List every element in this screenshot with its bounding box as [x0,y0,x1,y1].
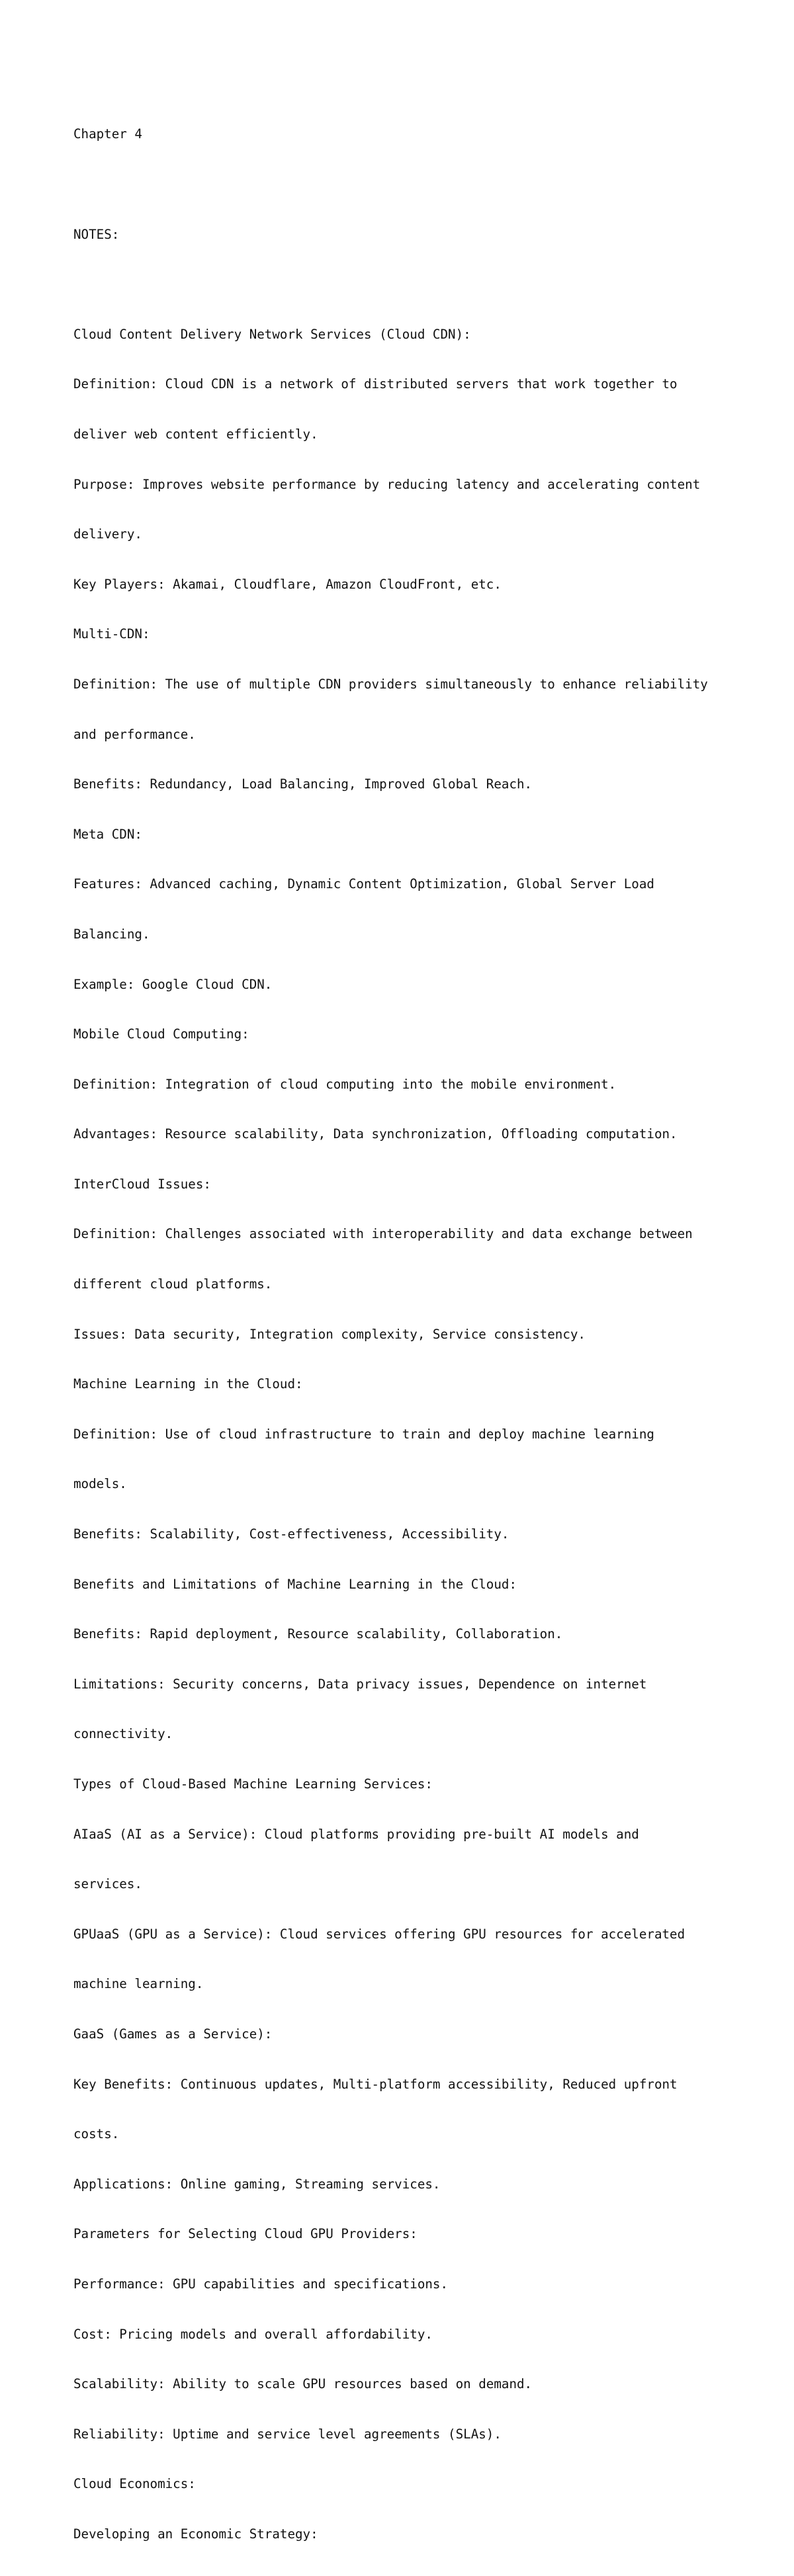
text-line: Developing an Economic Strategy: [73,2526,318,2542]
text-line: Definition: Use of cloud infrastructure to train and deploy machine learning [73,1426,654,1442]
text-line: Benefits and Limitations of Machine Learning in the Cloud: [73,1576,517,1592]
blank-line [73,176,735,192]
text-line: GPUaaS (GPU as a Service): Cloud services offering GPU resources for accelerated [73,1926,685,1942]
text-line: Benefits: Scalability, Cost-effectiveness, Accessibility. [73,1526,509,1542]
text-line: Mobile Cloud Computing: [73,1026,249,1042]
text-line: Benefits: Redundancy, Load Balancing, Improved Global Reach. [73,776,533,792]
text-line: Multi-CDN: [73,626,150,642]
text-line: Meta CDN: [73,826,142,842]
text-line: Applications: Online gaming, Streaming services. [73,2176,441,2192]
text-line: Limitations: Security concerns, Data privacy issues, Dependence on internet [73,1676,647,1692]
text-line: costs. [73,2126,120,2142]
text-line: Parameters for Selecting Cloud GPU Providers: [73,2226,418,2242]
text-line: Cloud Content Delivery Network Services (Cloud CDN): [73,326,471,342]
text-line: Purpose: Improves website performance by reducing latency and accelerating content [73,476,701,492]
text-line: Example: Google Cloud CDN. [73,976,273,992]
text-line: Balancing. [73,926,150,942]
text-line: and performance. [73,726,196,742]
text-line: InterCloud Issues: [73,1176,211,1192]
text-line: deliver web content efficiently. [73,426,318,442]
text-line: Key Players: Akamai, Cloudflare, Amazon CloudFront, etc. [73,576,502,592]
text-line: Advantages: Resource scalability, Data synchronization, Offloading computation. [73,1126,678,1142]
text-line: Definition: Integration of cloud computing into the mobile environment. [73,1076,617,1092]
text-line: Definition: The use of multiple CDN providers simultaneously to enhance reliability [73,676,708,692]
text-line: Issues: Data security, Integration complexity, Service consistency. [73,1326,586,1342]
text-line: Definition: Challenges associated with interoperability and data exchange between [73,1226,693,1242]
text-line: GaaS (Games as a Service): [73,2026,273,2042]
text-line: Types of Cloud-Based Machine Learning Services: [73,1776,433,1792]
text-line: Benefits: Rapid deployment, Resource scalability, Collaboration. [73,1626,563,1642]
text-line: Scalability: Ability to scale GPU resources based on demand. [73,2376,533,2392]
text-line: Performance: GPU capabilities and specifications. [73,2276,449,2292]
text-line: Reliability: Uptime and service level agreements (SLAs). [73,2426,502,2442]
notes-label: NOTES: [73,226,120,242]
text-line: Machine Learning in the Cloud: [73,1376,303,1392]
text-line: machine learning. [73,1976,204,1992]
text-line: connectivity. [73,1726,173,1742]
text-line: models. [73,1476,127,1492]
text-line: AIaaS (AI as a Service): Cloud platforms providing pre-built AI models and [73,1826,639,1842]
text-line: Features: Advanced caching, Dynamic Content Optimization, Global Server Load [73,876,654,892]
document-body [73,93,735,2576]
text-line: Cost: Pricing models and overall affordability. [73,2326,433,2342]
text-line: Definition: Cloud CDN is a network of distributed servers that work together to [73,376,678,392]
text-line: delivery. [73,526,142,542]
blank-line [73,276,735,292]
text-line: Key Benefits: Continuous updates, Multi-platform accessibility, Reduced upfront [73,2076,678,2092]
chapter-heading: Chapter 4 [73,126,142,142]
text-line: Cloud Economics: [73,2476,196,2492]
text-line: different cloud platforms. [73,1276,273,1292]
text-line: services. [73,1876,142,1892]
